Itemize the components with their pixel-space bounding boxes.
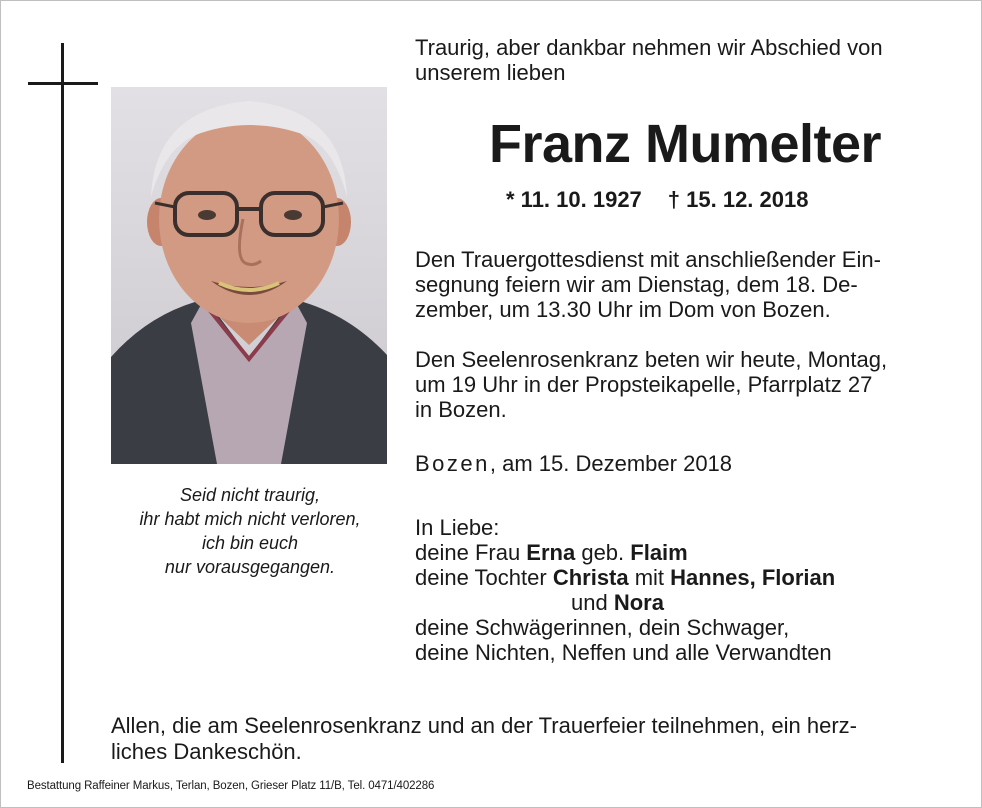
place-city: Bozen — [415, 451, 490, 476]
mourner-name: Nora — [613, 590, 664, 615]
mourner-grandchild — [415, 590, 835, 615]
birth-date: * 11. 10. 1927 — [506, 187, 642, 212]
motto-line: ihr habt mich nicht verloren, — [139, 509, 361, 529]
motto-line: Seid nicht traurig, — [179, 485, 321, 505]
paragraph-line: segnung feiern wir am Dienstag, dem 18. De- — [415, 272, 858, 297]
mourner-relation: deine Tochter — [415, 565, 553, 590]
intro-line: unserem lieben — [415, 60, 566, 85]
mourner-wife — [415, 540, 835, 565]
deceased-name: Franz Mumelter — [488, 114, 882, 174]
cross-horizontal-bar — [28, 82, 98, 85]
notice-date: , am 15. Dezember 2018 — [489, 451, 733, 476]
rosary-paragraph — [415, 347, 955, 422]
motto-line: nur vorausgegangen. — [164, 557, 336, 577]
paragraph-line: Den Trauergottesdienst mit anschließender Ein- — [415, 247, 881, 272]
mourner-name: Erna — [526, 540, 576, 565]
thanks-paragraph — [111, 713, 857, 765]
portrait-photo — [111, 87, 387, 464]
paragraph-line: Allen, die am Seelenrosenkranz und an der Trauerfeier teilnehmen, ein herz- — [111, 713, 857, 738]
mourner-name: Flaim — [630, 540, 688, 565]
mourner-relation: und — [571, 590, 614, 615]
funeral-home-footer: Bestattung Raffeiner Markus, Terlan, Bozen, Grieser Platz 11/B, Tel. 0471/402286 — [27, 780, 435, 792]
funeral-service-paragraph — [415, 247, 955, 322]
paragraph-line: in Bozen. — [415, 397, 507, 422]
paragraph-line: liches Dankeschön. — [111, 739, 302, 764]
mourner-daughter — [415, 565, 835, 590]
mourners-heading: In Liebe: — [415, 515, 500, 540]
mourner-line: deine Schwägerinnen, dein Schwager, — [415, 615, 790, 640]
place-and-date — [415, 451, 732, 477]
mourner-relation: geb. — [575, 540, 631, 565]
paragraph-line: um 19 Uhr in der Propsteikapelle, Pfarrplatz 27 — [415, 372, 873, 397]
mourner-name: Hannes, Florian — [670, 565, 836, 590]
paragraph-line: zember, um 13.30 Uhr im Dom von Bozen. — [415, 297, 831, 322]
mourner-line: deine Nichten, Neffen und alle Verwandten — [415, 640, 832, 665]
death-date: † 15. 12. 2018 — [667, 187, 809, 212]
mourner-name: Christa — [552, 565, 629, 590]
life-dates — [506, 187, 808, 213]
cross-vertical-bar — [61, 43, 64, 763]
mourner-relation: deine Frau — [415, 540, 527, 565]
mourner-relation: mit — [628, 565, 671, 590]
motto-verse — [105, 483, 395, 579]
intro-line: Traurig, aber dankbar nehmen wir Abschied von — [415, 35, 883, 60]
motto-line: ich bin euch — [201, 533, 299, 553]
mourners-list — [415, 515, 835, 665]
paragraph-line: Den Seelenrosenkranz beten wir heute, Montag, — [415, 347, 888, 372]
intro-text — [415, 35, 883, 85]
